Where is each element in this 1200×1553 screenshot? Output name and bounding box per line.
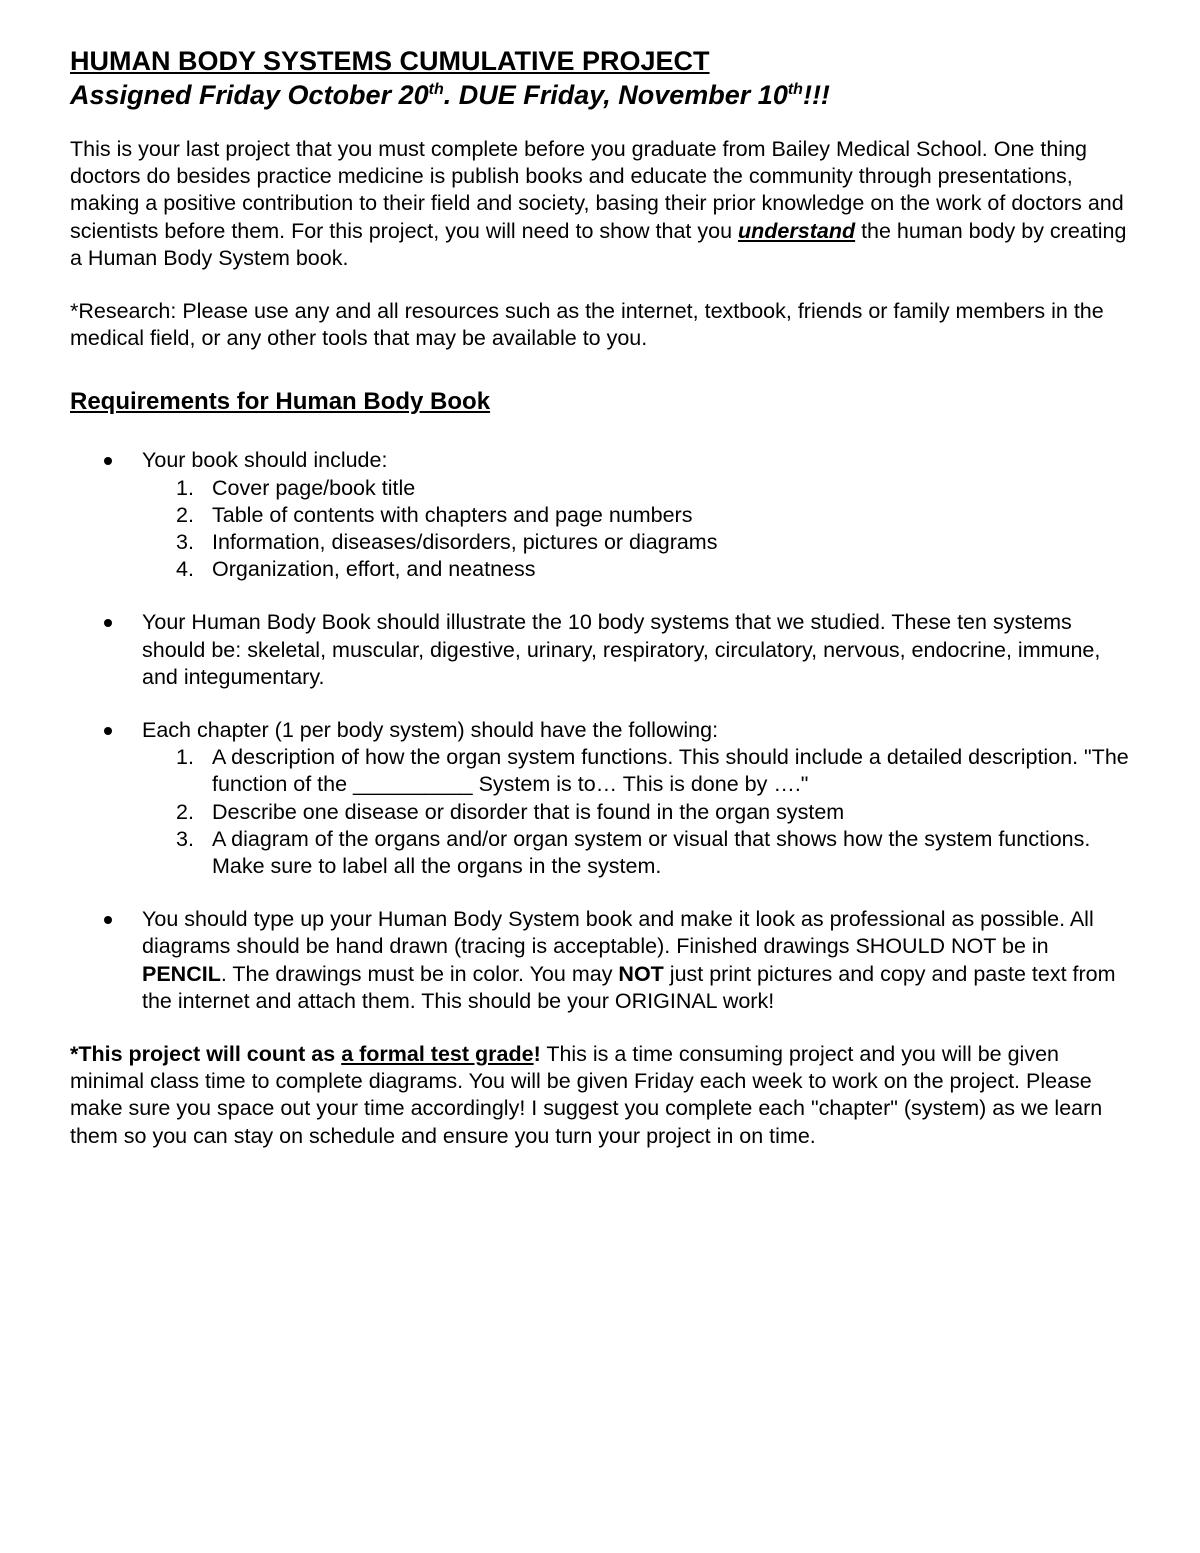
bullet-icon [104,457,112,465]
chapter-text: Each chapter (1 per body system) should have the following: [142,718,719,743]
due-date: . DUE Friday, November 10 [443,80,788,110]
list-number: 1. [176,475,194,500]
list-item [142,744,1132,798]
assignment-dates [70,78,1132,112]
bullet-body-systems [70,609,1132,691]
intro-emphasis: understand [738,218,856,243]
list-item [142,556,1132,583]
list-number: 2. [176,502,194,527]
list-number: 1. [176,745,194,770]
bullet-chapter [70,717,1132,880]
closing-text: This is a time consuming project and you will be given minimal class time to complete diagrams. You will be given Friday each week to work on the project. Please make sure you space out your time accordingly! I suggest you complete each "chapter" (system) as we learn them so you can stay on schedule and ensure you turn your project in on time. [70,1042,1103,1148]
bullet-icon [104,727,112,735]
bullet-icon [104,619,112,627]
intro-text-end: the human body by creating a Human Body System book. [70,218,1127,270]
typing-text-part2: . The drawings must be in color. You may [220,961,619,986]
not-emphasis: NOT [618,961,664,986]
chapter-list [142,744,1132,880]
list-item [142,475,1132,502]
list-item-text: A description of how the organ system functions. This should include a detailed description. "The function of the __________ System is to… This is done by …." [212,745,1129,797]
pencil-emphasis: PENCIL [142,961,221,986]
body-systems-text: Your Human Body Book should illustrate the 10 body systems that we studied. These ten systems should be: skeletal, muscular, digestive, urinary, respiratory, circulatory, nervous, endocrine, immune, and integumentary. [142,610,1101,689]
requirements-heading: Requirements for Human Body Book [70,388,491,416]
list-item-text: Table of contents with chapters and page numbers [212,502,693,527]
bullet-book-include [70,447,1132,583]
list-item [142,826,1132,880]
list-item [142,529,1132,556]
intro-text: This is your last project that you must complete before you graduate from Bailey Medical School. One thing doctors do besides practice medicine is publish books and educate the community through presentations, making a positive contribution to their field and society, basing their prior knowledge on the work of doctors and scientists before them. For this project, you will need to show that you [70,137,1124,243]
closing-paragraph [70,1041,1132,1150]
list-item-text: Organization, effort, and neatness [212,557,536,582]
list-number: 3. [176,826,194,851]
list-item-text: Information, diseases/disorders, pictures or diagrams [212,530,718,555]
closing-grade-emphasis: a formal test grade [341,1042,534,1067]
closing-bold-lead: *This project will count as [70,1042,342,1067]
list-number: 4. [176,557,194,582]
assigned-date-suffix: th [428,81,444,98]
list-item-text: A diagram of the organs and/or organ system or visual that shows how the system functions. Make sure to label all the organs in the system. [212,826,1091,879]
assigned-date: Assigned Friday October 20 [70,80,429,110]
typing-text [142,906,1132,1015]
list-number: 2. [176,799,194,824]
book-include-text: Your book should include: [142,448,388,473]
list-item [142,799,1132,826]
book-include-list [142,475,1132,584]
list-item-text: Describe one disease or disorder that is found in the organ system [212,799,845,824]
list-item [142,502,1132,529]
list-item-text: Cover page/book title [212,475,416,500]
typing-text-part1: You should type up your Human Body System book and make it look as professional as possible. All diagrams should be hand drawn (tracing is acceptable). Finished drawings SHOULD NOT be in [142,907,1094,959]
bullet-typing [70,906,1132,1015]
due-date-suffix: th [787,81,803,98]
closing-exclaim: ! [533,1042,541,1067]
typing-text-part3: just print pictures and copy and paste text from the internet and attach them. This should be your ORIGINAL work! [142,961,1116,1013]
intro-paragraph [70,136,1132,272]
bullet-icon [104,916,112,924]
research-paragraph: *Research: Please use any and all resources such as the internet, textbook, friends or family members in the medical field, or any other tools that may be available to you. [70,299,1104,351]
list-number: 3. [176,530,194,555]
requirements-list [70,447,1132,1015]
document-page [70,44,1132,1150]
document-title: HUMAN BODY SYSTEMS CUMULATIVE PROJECT [70,46,710,76]
due-exclaim: !!! [802,80,830,110]
